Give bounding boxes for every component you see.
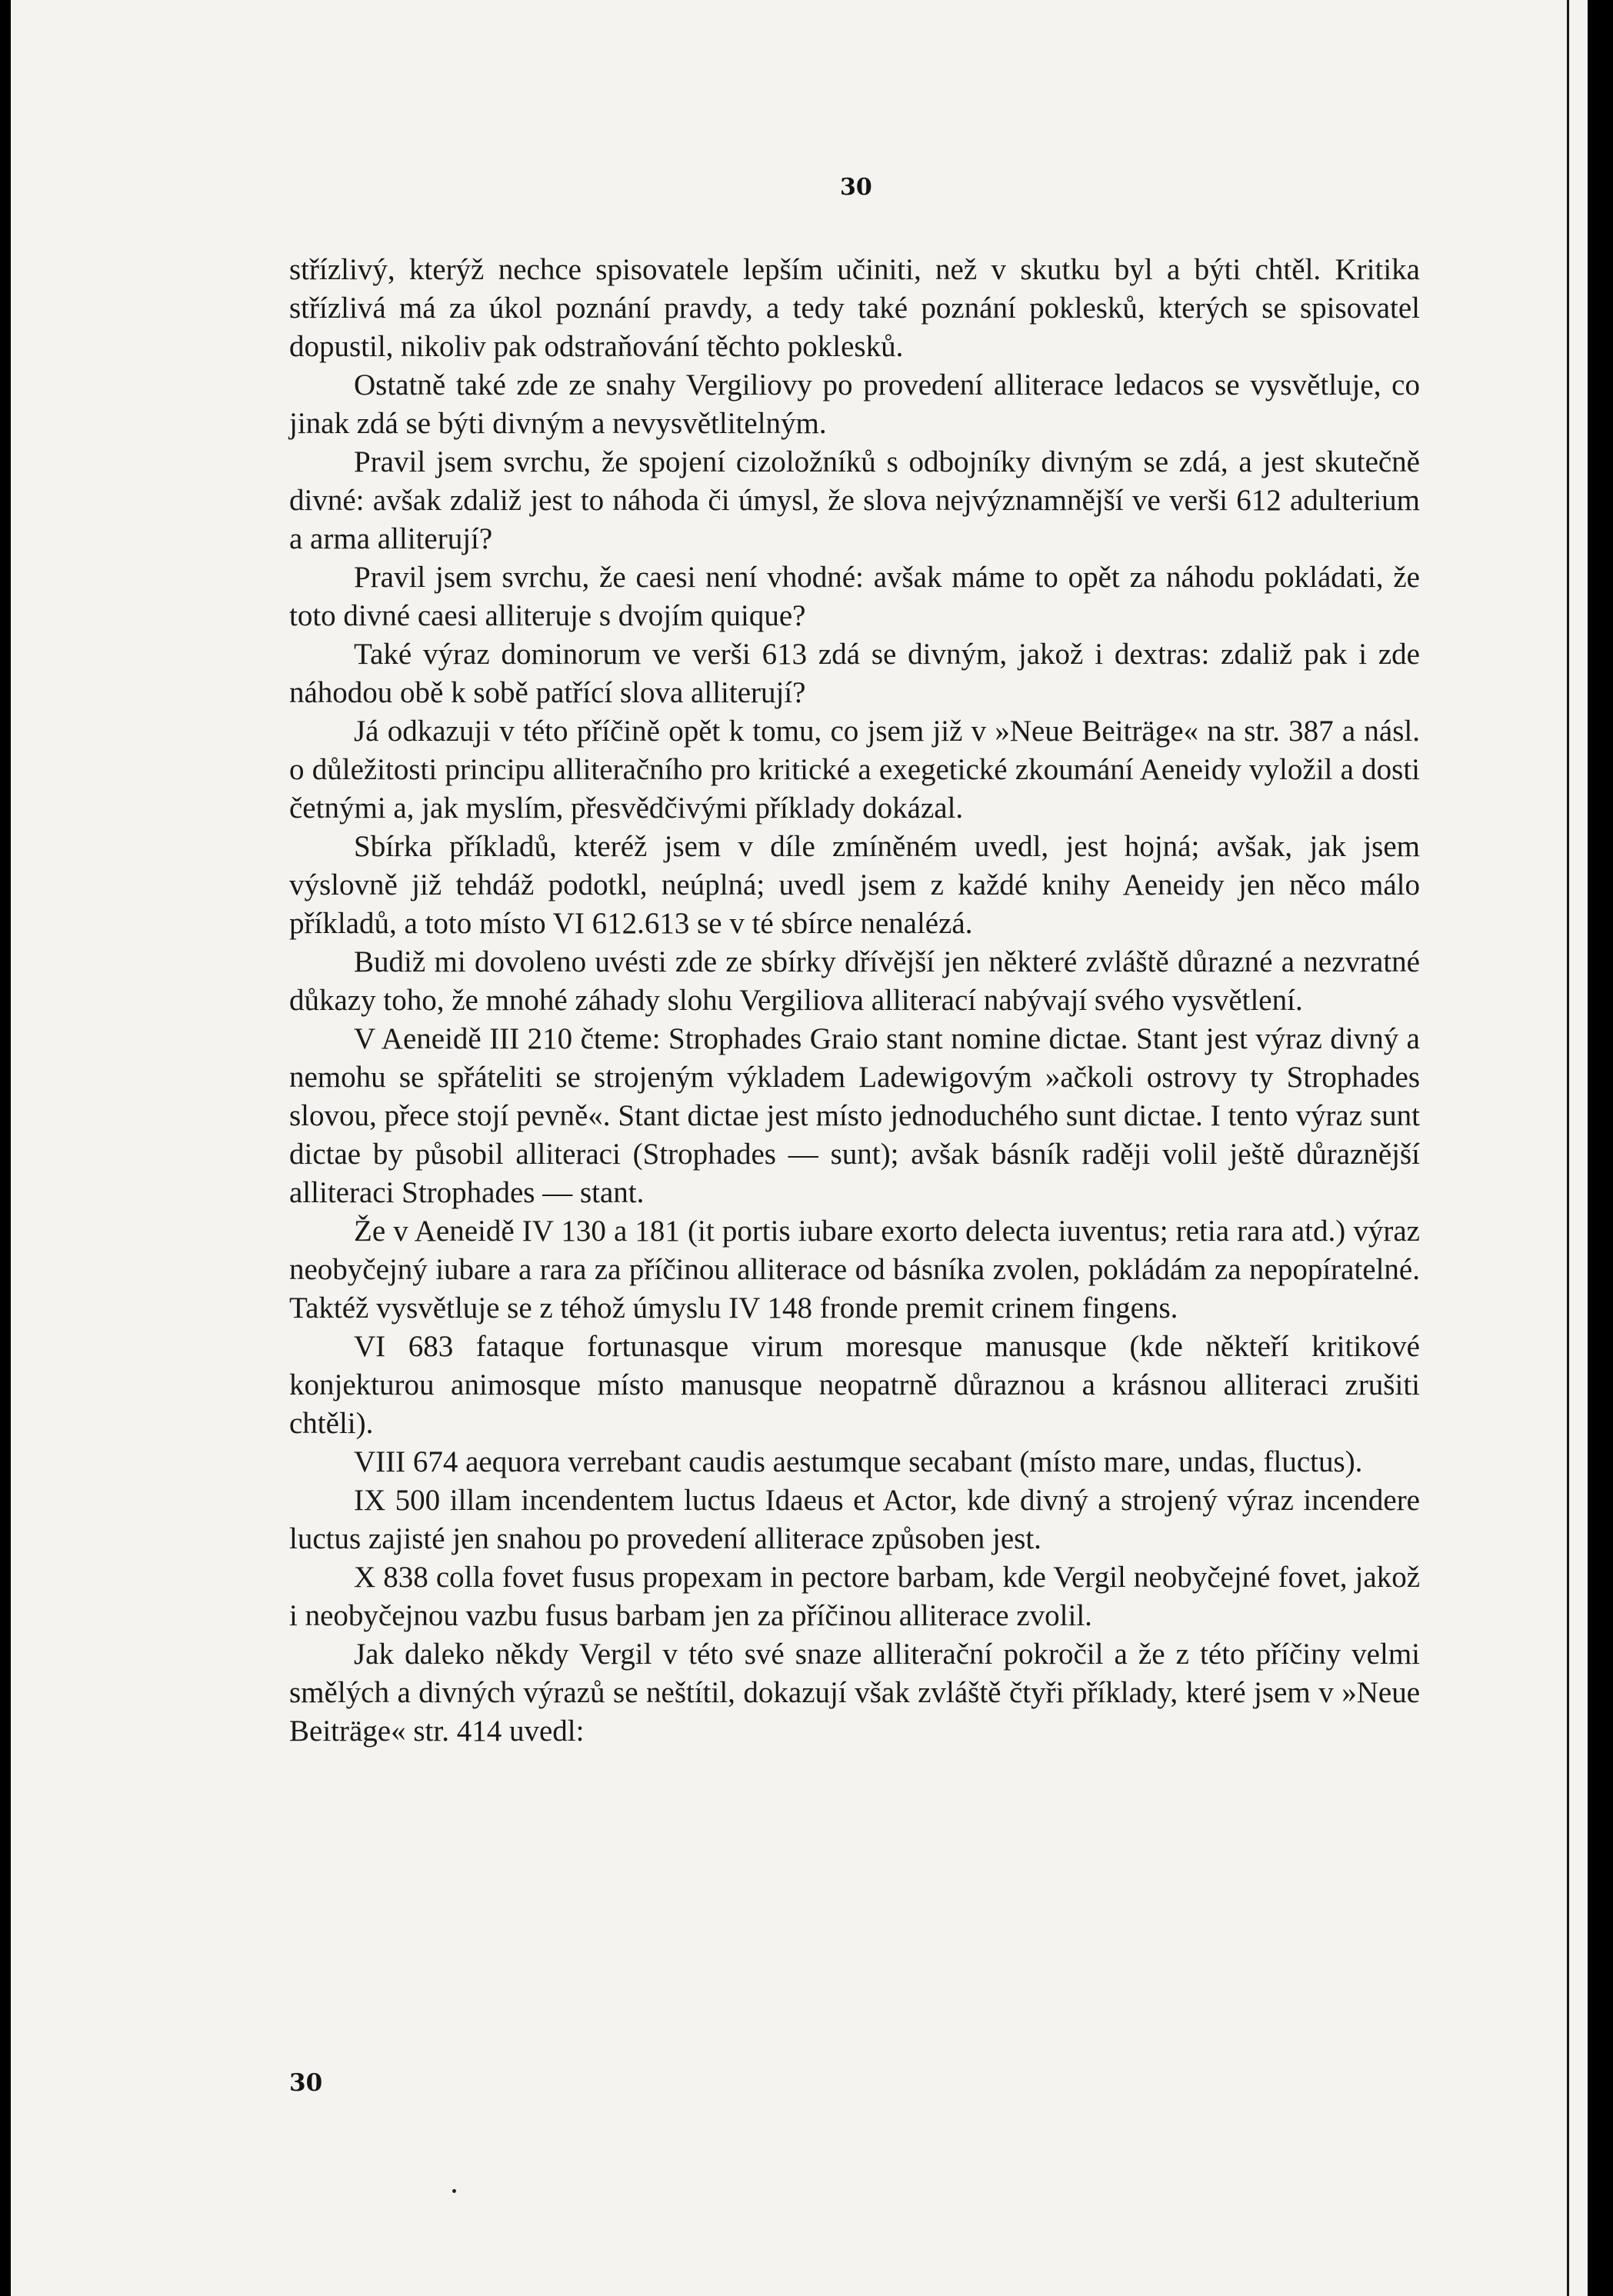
- scan-speck: [452, 2189, 456, 2193]
- paragraph: Já odkazuji v této příčině opět k tomu, co jsem již v »Neue Beiträge« na str. 387 a násl. o důležitosti principu alliteračního pro kritické a exegetické zkoumání Aeneidy vyložil a dosti četnými a, jak myslím, přesvědčivými příklady dokázal.: [289, 715, 1420, 825]
- paragraph: střízlivý, kterýž nechce spisovatele lepším učiniti, než v skutku byl a býti chtěl. Kritika střízlivá má za úkol poznání pravdy, a tedy také poznání poklesků, kterých se spisovatel dopustil, nikoliv pak odstraňování těchto poklesků.: [289, 253, 1420, 363]
- paragraph: Ostatně také zde ze snahy Vergiliovy po provedení alliterace ledacos se vysvětluje, co jinak zdá se býti divným a nevysvětlitelným.: [289, 368, 1420, 440]
- scan-edge: [1567, 0, 1588, 2296]
- paragraph: Sbírka příkladů, kteréž jsem v díle zmíněném uvedl, jest hojná; avšak, jak jsem výslovně již tehdáž podotkl, neúplná; uvedl jsem z každé knihy Aeneidy jen něco málo příkladů, a toto místo VI 612.613 se v té sbírce nenalézá.: [289, 830, 1420, 940]
- page-number-top: 30: [840, 174, 872, 201]
- paragraph: Také výraz dominorum ve verši 613 zdá se divným, jakož i dextras: zdaliž pak i zde náhodou obě k sobě patřící slova alliterují?: [289, 638, 1420, 709]
- paragraph: Pravil jsem svrchu, že spojení cizoložníků s odbojníky divným se zdá, a jest skutečně divné: avšak zdaliž jest to náhoda či úmysl, že slova nejvýznamnější ve verši 612 adulterium a arma alliterují?: [289, 445, 1420, 555]
- paragraph: Jak daleko někdy Vergil v této své snaze alliterační pokročil a že z této příčiny velmi smělých a divných výrazů se neštítil, dokazují však zvláště čtyři příklady, které jsem v »Neue Beiträge« str. 414 uvedl:: [289, 1638, 1420, 1748]
- paragraph: V Aeneidě III 210 čteme: Strophades Graio stant nomine dictae. Stant jest výraz divný a nemohu se spřáteliti se strojeným výkladem Ladewigovým »ačkoli ostrovy ty Strophades slovou, přece stojí pevně«. Stant dictae jest místo jednoduchého sunt dictae. I tento výraz sunt dictae by působil alliteraci (Strophades — sunt); avšak básník raději volil ještě důraznější alliteraci Strophades — stant.: [289, 1022, 1420, 1209]
- paragraph: Budiž mi dovoleno uvésti zde ze sbírky dřívější jen některé zvláště důrazné a nezvratné důkazy toho, že mnohé záhady slohu Vergiliova alliterací nabývají svého vysvětlení.: [289, 945, 1420, 1017]
- page-number-bottom: 30: [289, 2069, 323, 2097]
- paragraph: Že v Aeneidě IV 130 a 181 (it portis iubare exorto delecta iuventus; retia rara atd.) výraz neobyčejný iubare a rara za příčinou alliterace od básníka zvolen, pokládám za nepopíratelné. Taktéž vysvětluje se z téhož úmyslu IV 148 fronde premit crinem fingens.: [289, 1215, 1420, 1325]
- paragraph: IX 500 illam incendentem luctus Idaeus et Actor, kde divný a strojený výraz incendere luctus zajisté jen snahou po provedení alliterace způsoben jest.: [289, 1484, 1420, 1555]
- paragraph: X 838 colla fovet fusus propexam in pectore barbam, kde Vergil neobyčejné fovet, jakož i neobyčejnou vazbu fusus barbam jen za příčinou alliterace zvolil.: [289, 1561, 1420, 1632]
- paragraph: VI 683 fataque fortunasque virum moresque manusque (kde někteří kritikové konjekturou animosque místo manusque neopatrně důraznou a krásnou alliteraci zrušiti chtěli).: [289, 1330, 1420, 1440]
- body-text: [289, 251, 1420, 1751]
- paragraph: VIII 674 aequora verrebant caudis aestumque secabant (místo mare, undas, fluctus).: [354, 1445, 1363, 1478]
- paragraph: Pravil jsem svrchu, že caesi není vhodné: avšak máme to opět za náhodu pokládati, že toto divné caesi alliteruje s dvojím quique?: [289, 561, 1420, 632]
- scanned-page: [11, 0, 1588, 2296]
